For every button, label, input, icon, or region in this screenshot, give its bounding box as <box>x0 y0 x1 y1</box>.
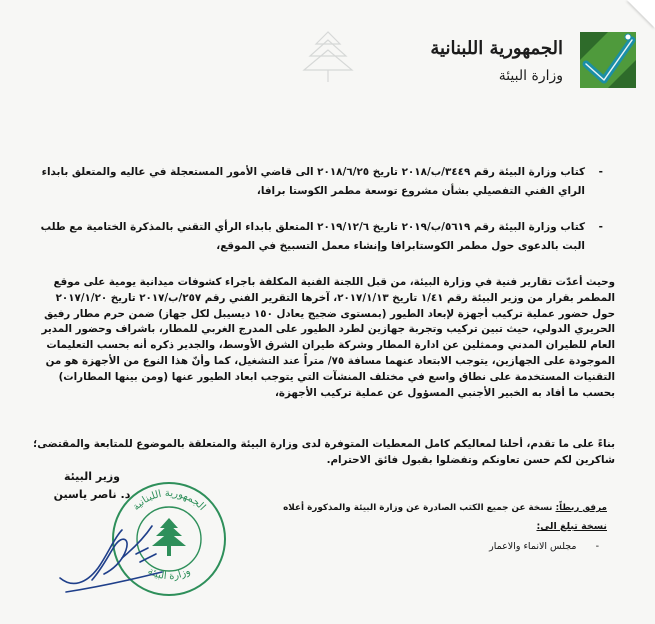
reference-list <box>40 163 607 273</box>
reference-text: كتاب وزارة البيئة رقم ٣٤٤٩/ب/٢٠١٨ تاريخ ٢٠١٨/٦/٢٥ الى قاضي الأمور المستعجلة في عاليه والمتعلق بابداء الراي الفني التفصيلي بشأن مشروع توسعة مطمر الكوستا برافا، <box>41 166 585 197</box>
cedar-watermark-icon <box>296 28 360 86</box>
body-paragraph: وحيث أعدّت تقارير فنية في وزارة البيئة، من قبل اللجنة الفنية المكلفة باجراء كشوفات ميدانية يومية على موقع المطمر بقرار من وزير البيئة رقم ١/٤١ تاريخ ٢٠١٧/١/١٣، آخرها التقرير الفني رقم ٢٥٧/ب/٢٠١٧ تاريخ ٢٠١٧/١/٢٠ حول حضور عملية تركيب أجهزة لإبعاد الطيور (بمستوى ضجيج يعادل ١٥٠ ديسيبل لكل جهاز) ضمن حرم مطار رفيق الحريري الدولي، حيث تبين تركيب وتجربة جهازين لطرد الطيور على المدرج الغربي للمطار، باشراف وحضور المدير العام للطيران المدني وممثلين عن ادارة المطار وشركة طيران الشرق الأوسط، والجدير ذكره أنه بحسب التعليمات الموجودة على الجهازين، يتوجب الابتعاد عنهما مسافة ٧٥/ متراً عند التشغيل، كما وأنّ هذا النوع من الأجهزة هو من التقنيات المستخدمة على نطاق واسع في مختلف المنشآت التي يتوجب ابعاد الطيور عنها (ومن بينها المطارات) بحسب ما أفاد به الخبير الأجنبي المسؤول عن عملية تركيب الأجهزة، <box>41 276 615 399</box>
attachment-label: مرفق ربطاً: <box>555 503 607 513</box>
list-dash: - <box>598 166 603 178</box>
list-dash: - <box>598 221 603 233</box>
ministry-logo-icon <box>578 30 638 90</box>
list-dash: - <box>595 541 599 552</box>
stamp-top-text: الجمهورية اللبنانية <box>130 487 208 513</box>
folded-corner <box>627 0 655 28</box>
minister-name: د. ناصر ياسين <box>53 488 131 501</box>
reference-item <box>40 163 607 201</box>
stamp-bottom-text: وزارة البيئة <box>145 565 193 583</box>
reference-text: كتاب وزارة البيئة رقم ٥٦١٩/ب/٢٠١٩ تاريخ ٢٠١٩/١٢/٦ المتعلق بابداء الرأي التقني بالمذكرة الختامية مع طلب البت بالدعوى حول مطمر الكوستابرافا وإنشاء معمل التسبيخ في الموقع، <box>40 221 585 252</box>
conclusion-paragraph: بناءً على ما تقدم، أحلنا لمعاليكم كامل المعطيات المتوفرة لدى وزارة البيئة والمتعلقة بالموضوع للمتابعة والمقتضى؛ <box>33 438 615 450</box>
cc-item <box>489 541 599 552</box>
ministry-title: وزارة البيئة <box>498 68 563 84</box>
closing-line: شاكرين لكم حسن تعاونكم وتفضلوا بقبول فائق الاحترام. <box>326 453 615 466</box>
minister-title: وزير البيئة <box>63 470 120 483</box>
cc-item-label: مجلس الانماء والاعمار <box>489 541 577 552</box>
cc-title: نسخة تبلغ الى: <box>536 521 607 532</box>
conclusion-block <box>32 437 615 469</box>
reference-item <box>40 218 607 256</box>
republic-title: الجمهورية اللبنانية <box>430 38 563 59</box>
attachment-line <box>283 503 607 513</box>
attachment-text: نسخة عن جميع الكتب الصادرة عن وزارة البيئة والمذكورة أعلاه <box>283 503 553 513</box>
handwritten-signature-icon <box>52 508 172 596</box>
